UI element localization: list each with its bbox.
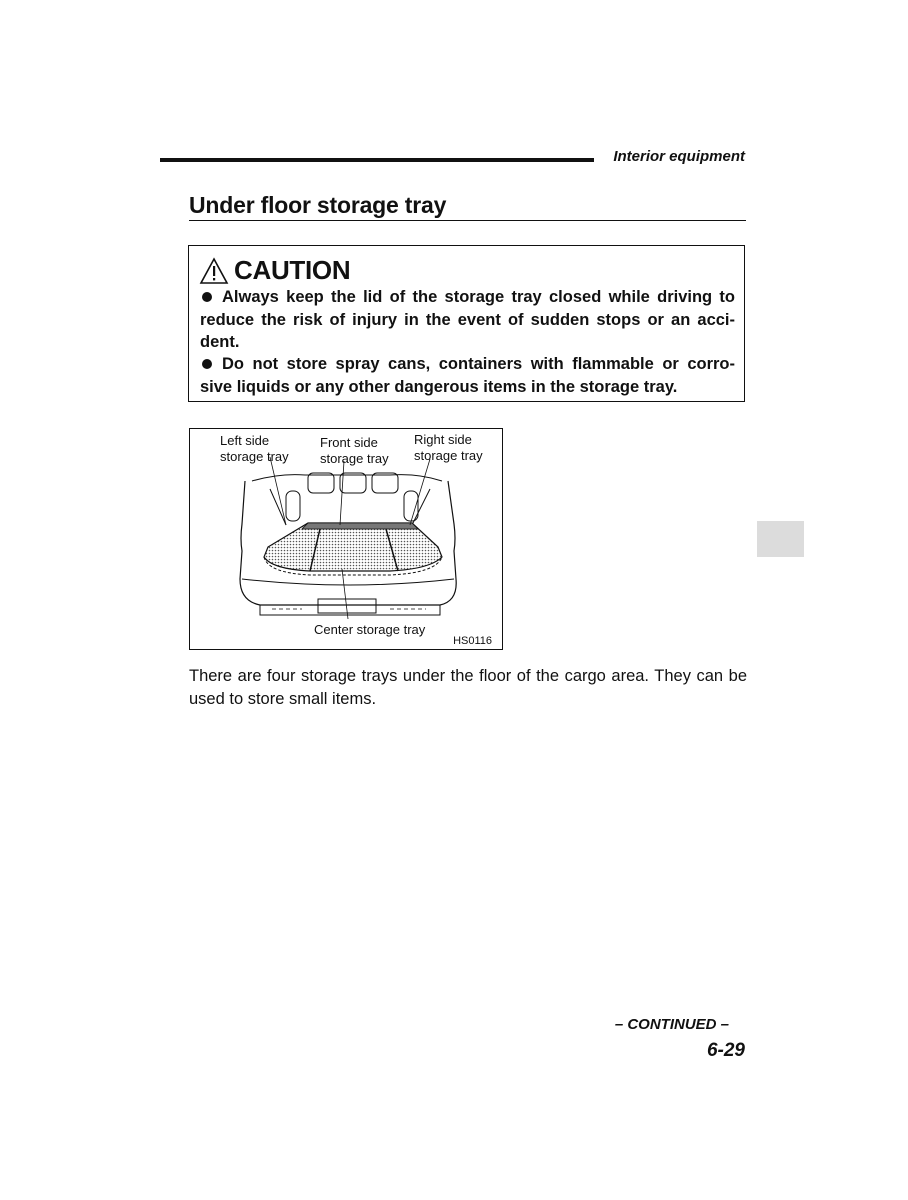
bullet-icon [202, 359, 212, 369]
caution-item: Always keep the lid of the storage tray closed while driving to reduce the risk of injury in the event of sudden stops or an acci- dent. [200, 288, 735, 351]
figure-code: HS0116 [453, 635, 492, 647]
caution-heading [199, 255, 350, 286]
page-title: Under floor storage tray [189, 192, 447, 218]
right-side-tray-label: Right side storage tray [414, 432, 483, 463]
page-number: 6-29 [706, 1040, 745, 1061]
title-rule [189, 220, 746, 221]
caution-title: CAUTION [234, 255, 351, 285]
section-header: Interior equipment [613, 148, 745, 165]
caution-item: Do not store spray cans, containers with flammable or corro- sive liquids or any other dangerous items in the storage tray. [200, 355, 735, 396]
caution-box [188, 245, 745, 402]
chapter-tab [757, 521, 804, 557]
left-side-tray-label: Left side storage tray [220, 433, 289, 464]
front-side-tray-label: Front side storage tray [320, 435, 389, 466]
body-paragraph: There are four storage trays under the floor of the cargo area. They can be used to store small items. [189, 667, 747, 708]
cargo-area-figure [189, 428, 503, 650]
warning-triangle-icon [199, 257, 229, 285]
header-rule [160, 158, 594, 162]
center-tray-label: Center storage tray [314, 622, 426, 637]
continued-label: – CONTINUED – [614, 1016, 729, 1033]
bullet-icon [202, 292, 212, 302]
